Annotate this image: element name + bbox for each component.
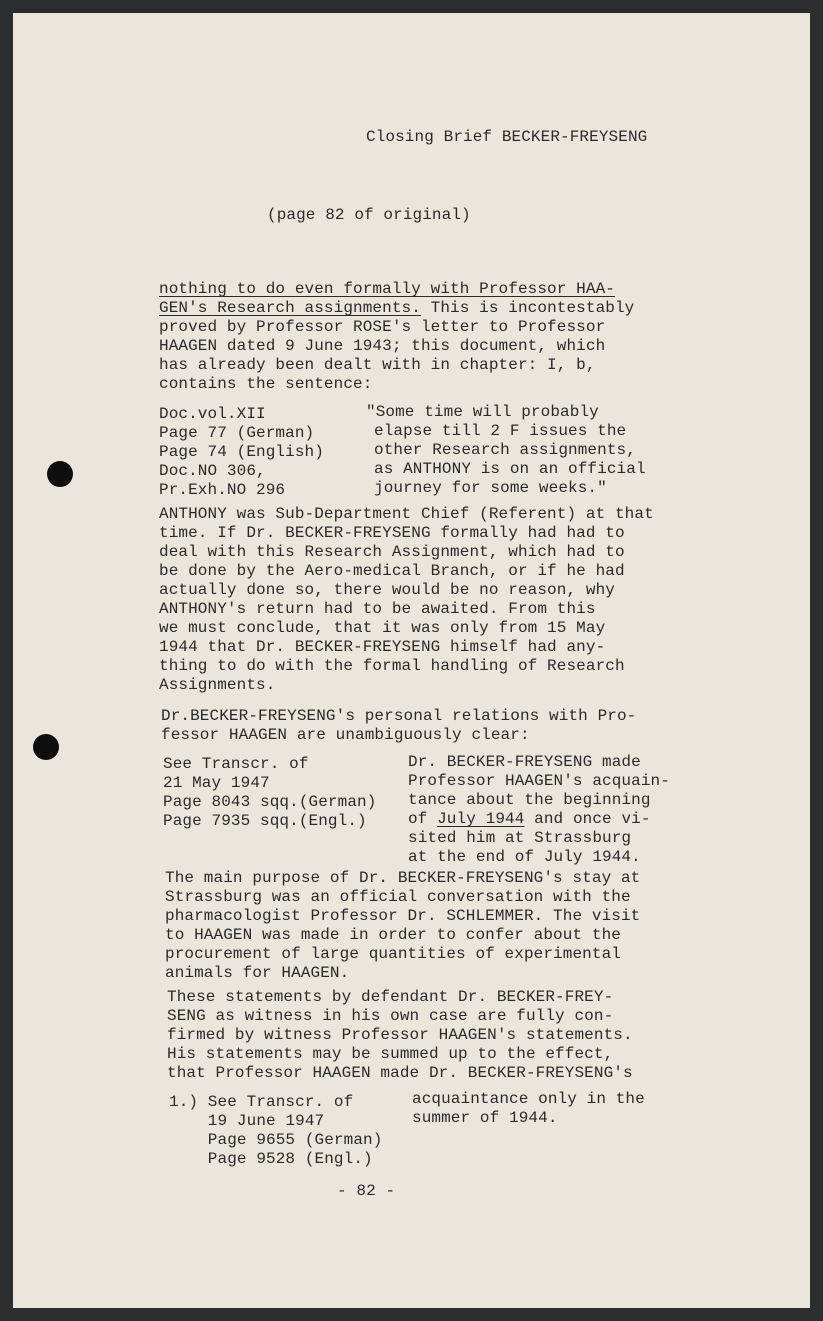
quote-line: other Research assignments, xyxy=(374,441,636,459)
para4-line: animals for HAAGEN. xyxy=(165,964,350,982)
para1-text: This is incontestably xyxy=(420,299,635,317)
ref-right-line: tance about the beginning xyxy=(408,791,651,809)
document-header: Closing Brief BECKER-FREYSENG xyxy=(366,128,648,146)
para1-line: HAAGEN dated 9 June 1943; this document, which xyxy=(159,337,606,355)
ref-right-line: summer of 1944. xyxy=(412,1109,558,1127)
para1-line: proved by Professor ROSE's letter to Professor xyxy=(159,318,606,336)
para5-line: His statements may be summed up to the effect, xyxy=(167,1045,614,1063)
para5-line: These statements by defendant Dr. BECKER-FREY- xyxy=(167,988,614,1006)
para4-line: pharmacologist Professor Dr. SCHLEMMER. The visit xyxy=(165,907,641,925)
quote-line: "Some time will probably xyxy=(366,403,599,421)
para2-line: we must conclude, that it was only from 15 May xyxy=(159,619,606,637)
punch-hole-1 xyxy=(47,461,73,487)
para4-line: procurement of large quantities of experimental xyxy=(165,945,621,963)
para2-line: 1944 that Dr. BECKER-FREYSENG himself had any- xyxy=(159,638,606,656)
para2-line: Assignments. xyxy=(159,676,276,694)
ref-left-line: Pr.Exh.NO 296 xyxy=(159,481,286,499)
quote-line: as ANTHONY is on an official xyxy=(374,460,646,478)
underlined-text: GEN's Research assignments. xyxy=(159,299,421,317)
ref-left-line: 21 May 1947 xyxy=(163,774,270,792)
ref-left-line: Page 77 (German) xyxy=(159,424,315,442)
para5-line: firmed by witness Professor HAAGEN's statements. xyxy=(167,1026,633,1044)
ref-left-line: Doc.NO 306, xyxy=(159,462,266,480)
para5-line: SENG as witness in his own case are fully con- xyxy=(167,1007,614,1025)
para1-line: nothing to do even formally with Professor HAA- xyxy=(159,280,615,298)
ref-right-text: and once vi- xyxy=(524,810,651,828)
para4-line: The main purpose of Dr. BECKER-FREYSENG's stay at xyxy=(165,869,641,887)
para2-line: ANTHONY's return had to be awaited. From this xyxy=(159,600,596,618)
quote-line: elapse till 2 F issues the xyxy=(374,422,627,440)
para2-line: ANTHONY was Sub-Department Chief (Referent) at that xyxy=(159,505,654,523)
para2-line: deal with this Research Assignment, which had to xyxy=(159,543,625,561)
ref-left-line: Doc.vol.XII xyxy=(159,405,266,423)
ref-right-line: acquaintance only in the xyxy=(412,1090,645,1108)
page-number: - 82 - xyxy=(337,1182,396,1200)
ref-right-line: Professor HAAGEN's acquain- xyxy=(408,772,670,790)
underlined-text: July 1944 xyxy=(437,810,525,828)
ref-left-line: Page 9655 (German) xyxy=(169,1131,383,1149)
ref-left-line: Page 8043 sqq.(German) xyxy=(163,793,377,811)
ref-left-line: See Transcr. of xyxy=(163,755,309,773)
original-page-note: (page 82 of original) xyxy=(267,206,471,224)
para5-line: that Professor HAAGEN made Dr. BECKER-FREYSENG's xyxy=(167,1064,633,1082)
para4-line: to HAAGEN was made in order to confer about the xyxy=(165,926,621,944)
ref-left-line: Page 9528 (Engl.) xyxy=(169,1150,373,1168)
ref-right-text: of xyxy=(408,810,438,828)
para4-line: Strassburg was an official conversation with the xyxy=(165,888,631,906)
ref-right-line: Dr. BECKER-FREYSENG made xyxy=(408,753,641,771)
para3-line: fessor HAAGEN are unambiguously clear: xyxy=(161,726,530,744)
para1-line: has already been dealt with in chapter: I, b, xyxy=(159,356,596,374)
document-page xyxy=(13,13,810,1308)
para1-line xyxy=(159,299,634,318)
quote-line: journey for some weeks." xyxy=(374,479,607,497)
ref-left-line: 1.) See Transcr. of xyxy=(169,1093,354,1111)
para3-line: Dr.BECKER-FREYSENG's personal relations with Pro- xyxy=(161,707,637,725)
punch-hole-2 xyxy=(33,734,59,760)
ref-left-line: Page 7935 sqq.(Engl.) xyxy=(163,812,367,830)
ref-right-line: at the end of July 1944. xyxy=(408,848,641,866)
ref-left-line: Page 74 (English) xyxy=(159,443,324,461)
ref-left-line: 19 June 1947 xyxy=(169,1112,325,1130)
para2-line: actually done so, there would be no reason, why xyxy=(159,581,615,599)
para2-line: be done by the Aero-medical Branch, or if he had xyxy=(159,562,625,580)
para2-line: time. If Dr. BECKER-FREYSENG formally had had to xyxy=(159,524,625,542)
para2-line: thing to do with the formal handling of Research xyxy=(159,657,625,675)
para1-line: contains the sentence: xyxy=(159,375,373,393)
ref-right-line: sited him at Strassburg xyxy=(408,829,632,847)
ref-right-line xyxy=(408,810,651,829)
